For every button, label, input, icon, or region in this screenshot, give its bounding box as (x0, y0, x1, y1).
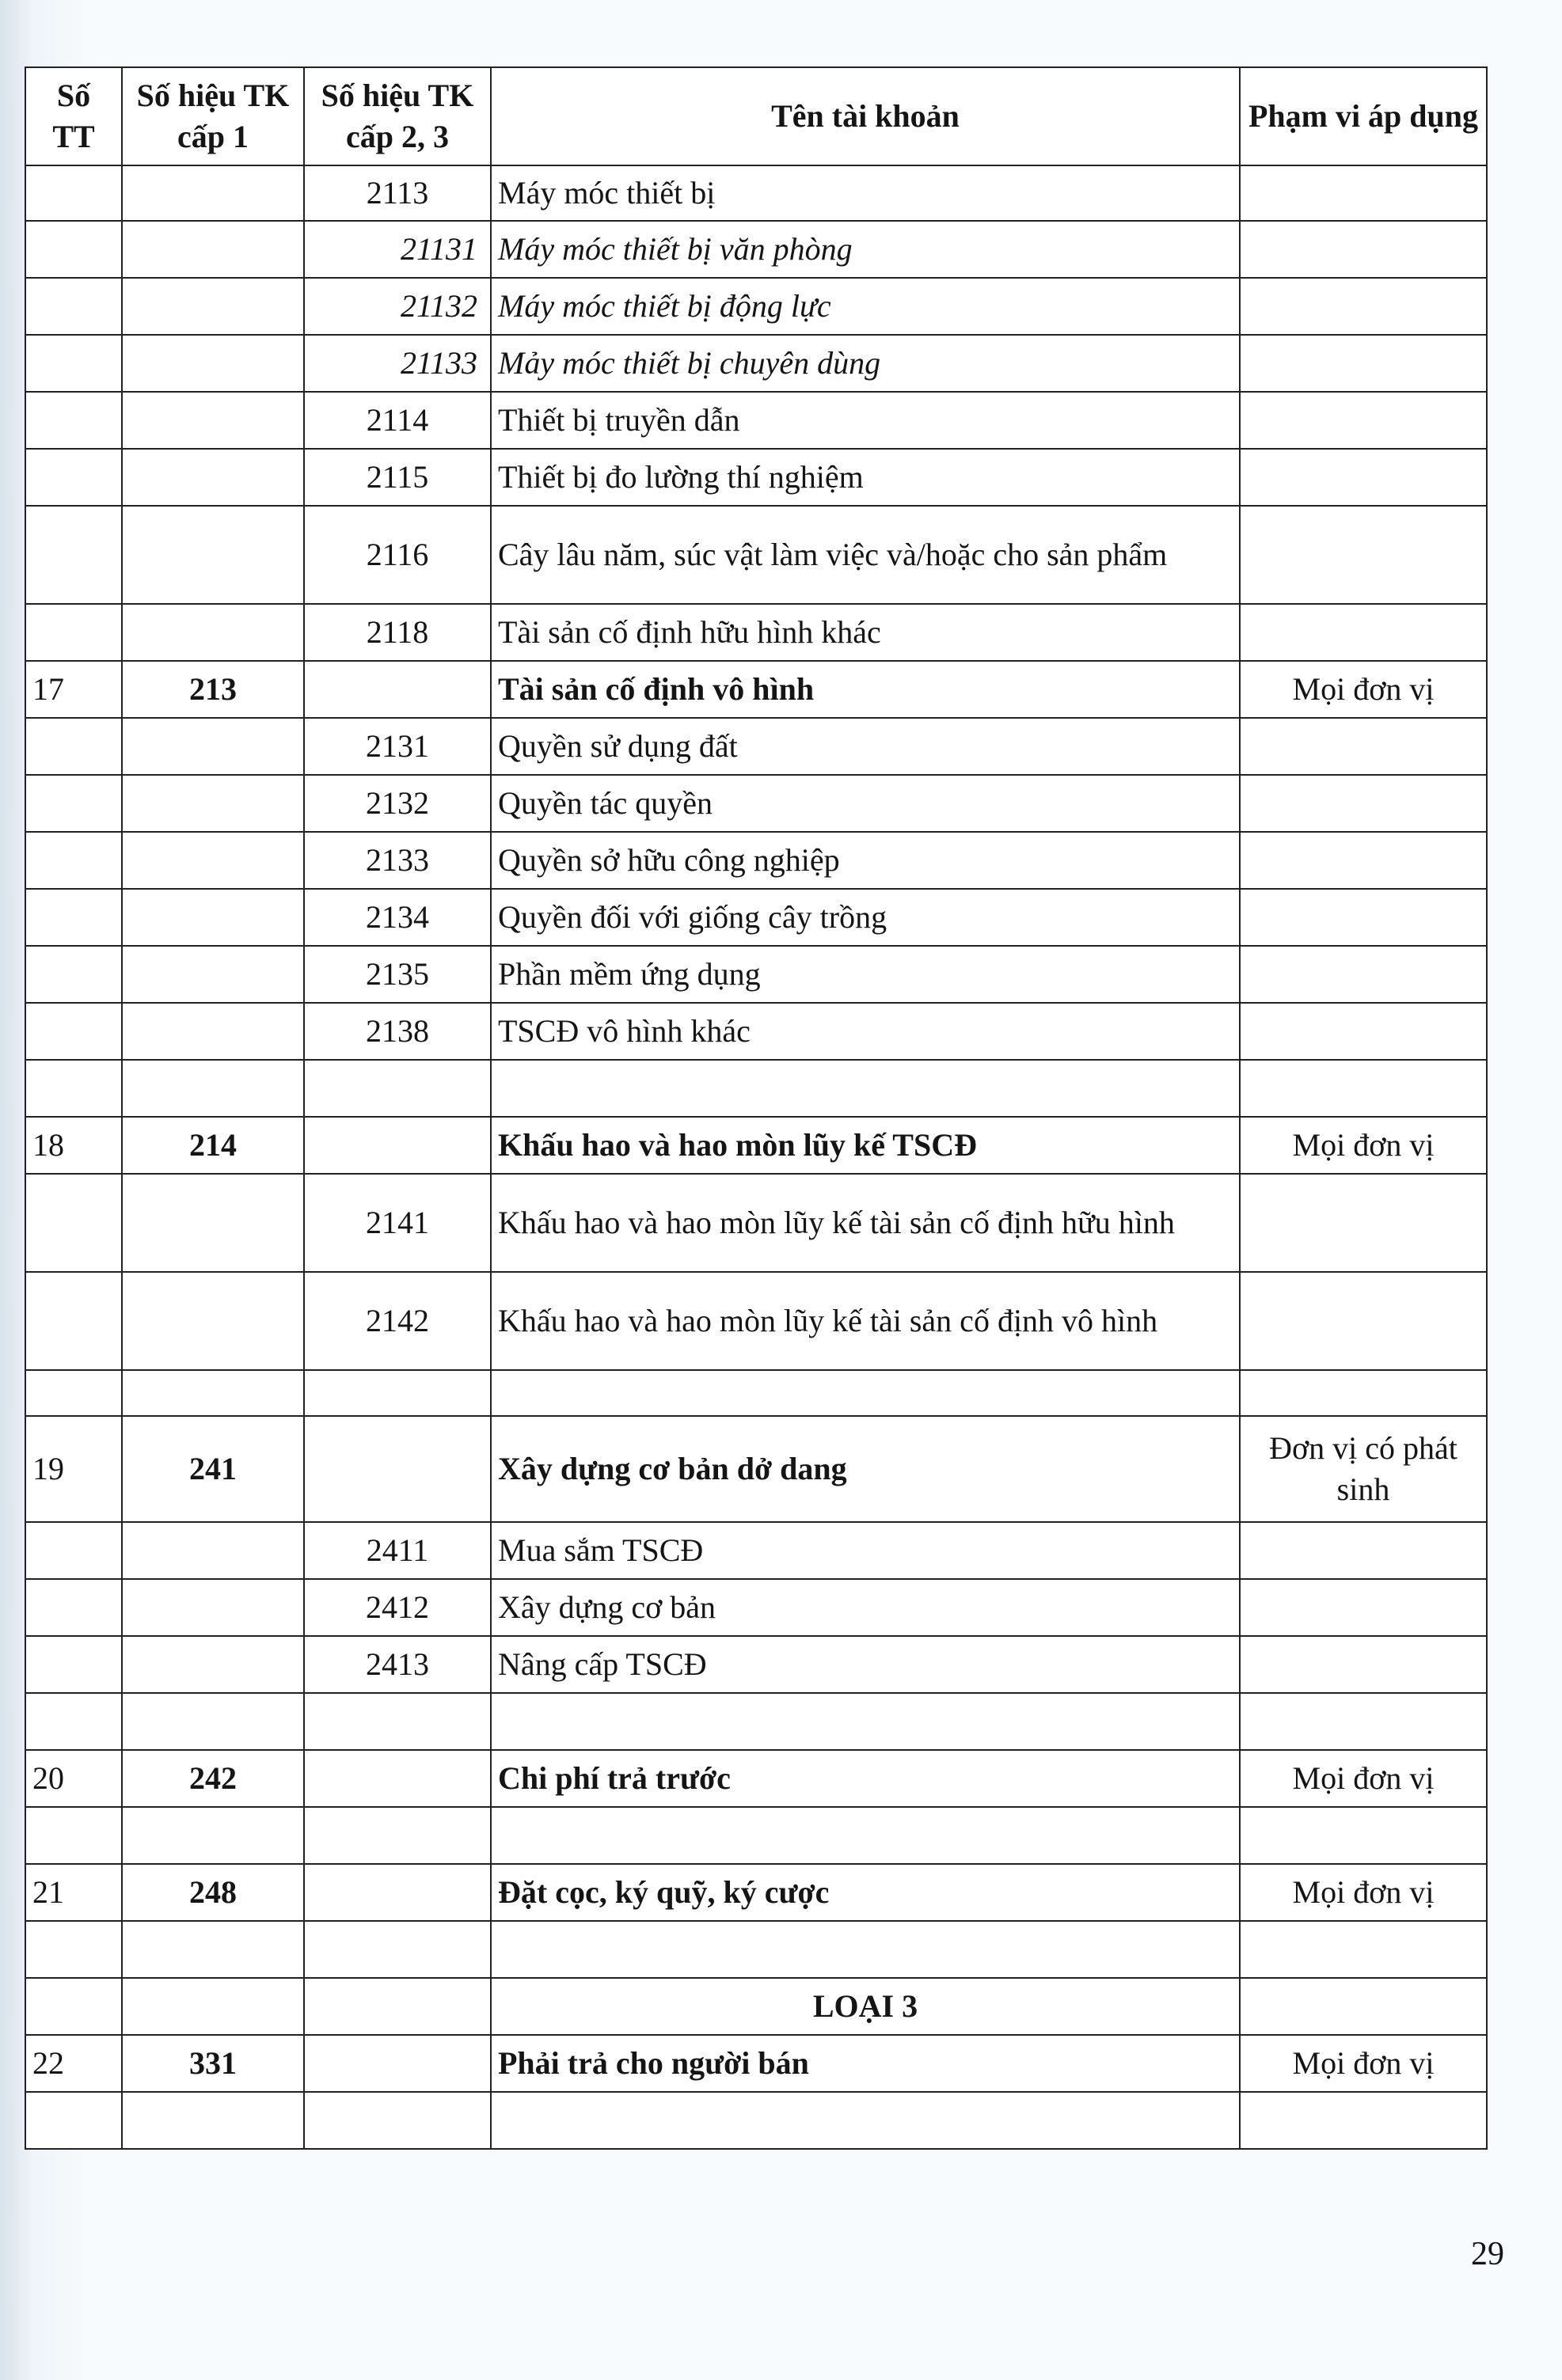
cell-pham-vi (1240, 775, 1487, 832)
cell-tk1 (122, 1272, 304, 1370)
table-row (25, 1978, 1487, 2035)
cell-stt (25, 604, 122, 661)
cell-tk1 (122, 335, 304, 392)
cell-name: Khấu hao và hao mòn lũy kế TSCĐ (491, 1117, 1240, 1174)
cell-tk1: 241 (122, 1416, 304, 1522)
table-row (25, 718, 1487, 775)
cell-name: Thiết bị truyền dẫn (491, 392, 1240, 449)
cell-pham-vi (1240, 449, 1487, 506)
cell-tk2: 21131 (304, 221, 491, 278)
cell-tk2: 2138 (304, 1003, 491, 1060)
cell-pham-vi (1240, 1272, 1487, 1370)
cell-name: Khấu hao và hao mòn lũy kế tài sản cố định vô hình (491, 1272, 1240, 1370)
cell-name (491, 1693, 1240, 1750)
cell-tk2 (304, 1921, 491, 1978)
cell-name (491, 1060, 1240, 1117)
cell-name: Máy móc thiết bị động lực (491, 278, 1240, 335)
cell-pham-vi (1240, 604, 1487, 661)
cell-tk1 (122, 2092, 304, 2149)
cell-name: Cây lâu năm, súc vật làm việc và/hoặc cho sản phẩm (491, 506, 1240, 604)
table-row (25, 1807, 1487, 1864)
cell-tk1 (122, 1579, 304, 1636)
cell-stt (25, 335, 122, 392)
cell-pham-vi (1240, 1174, 1487, 1272)
table-row (25, 1579, 1487, 1636)
cell-pham-vi (1240, 506, 1487, 604)
table-row (25, 1003, 1487, 1060)
cell-name: Quyền tác quyền (491, 775, 1240, 832)
cell-tk2: 2135 (304, 946, 491, 1003)
cell-tk1: 213 (122, 661, 304, 718)
cell-tk1 (122, 1636, 304, 1693)
cell-stt (25, 165, 122, 221)
table-row (25, 1921, 1487, 1978)
table-row (25, 1864, 1487, 1921)
chart-of-accounts-table (25, 66, 1488, 2150)
table-row (25, 604, 1487, 661)
cell-tk1 (122, 506, 304, 604)
cell-name: Quyền sở hữu công nghiệp (491, 832, 1240, 889)
cell-tk1 (122, 1978, 304, 2035)
cell-tk1: 331 (122, 2035, 304, 2092)
cell-tk1 (122, 1921, 304, 1978)
cell-pham-vi (1240, 1370, 1487, 1416)
cell-stt: 18 (25, 1117, 122, 1174)
cell-name: Xây dựng cơ bản (491, 1579, 1240, 1636)
cell-tk1 (122, 165, 304, 221)
cell-pham-vi (1240, 1579, 1487, 1636)
table-row (25, 946, 1487, 1003)
cell-stt (25, 1978, 122, 2035)
cell-stt (25, 1060, 122, 1117)
cell-pham-vi: Mọi đơn vị (1240, 1864, 1487, 1921)
cell-name: Quyền sử dụng đất (491, 718, 1240, 775)
cell-name: Máy móc thiết bị (491, 165, 1240, 221)
table-row (25, 278, 1487, 335)
cell-stt (25, 278, 122, 335)
table-row (25, 889, 1487, 946)
cell-name: Chi phí trả trước (491, 1750, 1240, 1807)
table-row (25, 392, 1487, 449)
table-row (25, 506, 1487, 604)
cell-tk2 (304, 1060, 491, 1117)
cell-name: Khấu hao và hao mòn lũy kế tài sản cố định hữu hình (491, 1174, 1240, 1272)
cell-tk1 (122, 604, 304, 661)
cell-stt (25, 449, 122, 506)
cell-name: Xây dựng cơ bản dở dang (491, 1416, 1240, 1522)
table-row (25, 165, 1487, 221)
cell-tk1 (122, 278, 304, 335)
cell-stt (25, 221, 122, 278)
cell-stt (25, 1693, 122, 1750)
cell-tk1 (122, 832, 304, 889)
table-row (25, 335, 1487, 392)
table-row (25, 775, 1487, 832)
cell-stt (25, 1272, 122, 1370)
cell-name: Nâng cấp TSCĐ (491, 1636, 1240, 1693)
cell-pham-vi (1240, 1060, 1487, 1117)
cell-tk1 (122, 1693, 304, 1750)
cell-tk2: 2132 (304, 775, 491, 832)
cell-tk1 (122, 392, 304, 449)
cell-tk2 (304, 661, 491, 718)
cell-stt: 22 (25, 2035, 122, 2092)
cell-tk1 (122, 1174, 304, 1272)
cell-pham-vi (1240, 832, 1487, 889)
cell-tk2: 2131 (304, 718, 491, 775)
cell-tk2: 21133 (304, 335, 491, 392)
cell-pham-vi (1240, 221, 1487, 278)
cell-stt (25, 718, 122, 775)
cell-stt: 20 (25, 1750, 122, 1807)
cell-tk2: 2118 (304, 604, 491, 661)
cell-tk2 (304, 1117, 491, 1174)
cell-tk1 (122, 449, 304, 506)
cell-tk1 (122, 1060, 304, 1117)
cell-tk1 (122, 221, 304, 278)
cell-pham-vi (1240, 1522, 1487, 1579)
cell-pham-vi (1240, 2092, 1487, 2149)
cell-tk1 (122, 946, 304, 1003)
cell-pham-vi (1240, 1636, 1487, 1693)
header-ten-tai-khoan: Tên tài khoản (491, 67, 1240, 165)
cell-stt (25, 1636, 122, 1693)
cell-stt (25, 1522, 122, 1579)
table-row (25, 1370, 1487, 1416)
cell-stt (25, 1579, 122, 1636)
cell-name (491, 1807, 1240, 1864)
cell-tk1: 242 (122, 1750, 304, 1807)
cell-name (491, 2092, 1240, 2149)
cell-tk1: 214 (122, 1117, 304, 1174)
cell-tk2: 2113 (304, 165, 491, 221)
table-row (25, 1117, 1487, 1174)
cell-tk1 (122, 775, 304, 832)
cell-pham-vi: Mọi đơn vị (1240, 2035, 1487, 2092)
cell-pham-vi (1240, 1003, 1487, 1060)
cell-tk2 (304, 1370, 491, 1416)
cell-stt (25, 506, 122, 604)
cell-stt (25, 392, 122, 449)
cell-tk2: 2115 (304, 449, 491, 506)
cell-name: Thiết bị đo lường thí nghiệm (491, 449, 1240, 506)
table-row (25, 1272, 1487, 1370)
table-row (25, 1522, 1487, 1579)
cell-tk2: 2142 (304, 1272, 491, 1370)
cell-tk2 (304, 2092, 491, 2149)
cell-stt: 19 (25, 1416, 122, 1522)
cell-pham-vi (1240, 1978, 1487, 2035)
cell-tk2 (304, 2035, 491, 2092)
cell-tk2: 2411 (304, 1522, 491, 1579)
table-row (25, 2092, 1487, 2149)
cell-stt (25, 2092, 122, 2149)
cell-stt (25, 1370, 122, 1416)
cell-tk2 (304, 1807, 491, 1864)
cell-pham-vi (1240, 1693, 1487, 1750)
cell-stt: 21 (25, 1864, 122, 1921)
cell-pham-vi: Mọi đơn vị (1240, 1117, 1487, 1174)
cell-pham-vi (1240, 278, 1487, 335)
cell-tk2: 2413 (304, 1636, 491, 1693)
cell-tk1: 248 (122, 1864, 304, 1921)
cell-tk2: 21132 (304, 278, 491, 335)
cell-stt (25, 1174, 122, 1272)
section-heading-loai-3: LOẠI 3 (491, 1978, 1240, 2035)
table-row (25, 221, 1487, 278)
cell-pham-vi (1240, 718, 1487, 775)
cell-tk2 (304, 1864, 491, 1921)
cell-stt (25, 832, 122, 889)
cell-tk2: 2114 (304, 392, 491, 449)
table-row (25, 1060, 1487, 1117)
table-row (25, 661, 1487, 718)
cell-pham-vi (1240, 335, 1487, 392)
table-row (25, 2035, 1487, 2092)
cell-tk1 (122, 1807, 304, 1864)
cell-tk1 (122, 1522, 304, 1579)
cell-pham-vi: Đơn vị có phát sinh (1240, 1416, 1487, 1522)
cell-tk2: 2134 (304, 889, 491, 946)
cell-name: Quyền đối với giống cây trồng (491, 889, 1240, 946)
page-number: 29 (1471, 2236, 1504, 2272)
table-row (25, 1693, 1487, 1750)
cell-pham-vi (1240, 946, 1487, 1003)
cell-stt: 17 (25, 661, 122, 718)
cell-stt (25, 1003, 122, 1060)
table-row (25, 832, 1487, 889)
cell-pham-vi (1240, 392, 1487, 449)
cell-name: Mua sắm TSCĐ (491, 1522, 1240, 1579)
table-row (25, 1174, 1487, 1272)
header-tk-cap-1: Số hiệu TK cấp 1 (122, 67, 304, 165)
header-row (25, 67, 1487, 165)
cell-tk2 (304, 1978, 491, 2035)
cell-name: Máy móc thiết bị văn phòng (491, 221, 1240, 278)
table-row (25, 449, 1487, 506)
cell-tk2: 2116 (304, 506, 491, 604)
cell-name: Tài sản cố định vô hình (491, 661, 1240, 718)
cell-tk2 (304, 1416, 491, 1522)
cell-tk2: 2412 (304, 1579, 491, 1636)
table-row (25, 1750, 1487, 1807)
cell-name: Mảy móc thiết bị chuyên dùng (491, 335, 1240, 392)
cell-name (491, 1921, 1240, 1978)
cell-stt (25, 889, 122, 946)
header-stt: Số TT (25, 67, 122, 165)
cell-name: Tài sản cố định hữu hình khác (491, 604, 1240, 661)
cell-name: Đặt cọc, ký quỹ, ký cược (491, 1864, 1240, 1921)
cell-pham-vi (1240, 889, 1487, 946)
cell-tk2 (304, 1750, 491, 1807)
cell-name: Phải trả cho người bán (491, 2035, 1240, 2092)
cell-name: Phần mềm ứng dụng (491, 946, 1240, 1003)
cell-tk1 (122, 718, 304, 775)
cell-stt (25, 1921, 122, 1978)
cell-stt (25, 1807, 122, 1864)
cell-pham-vi (1240, 1807, 1487, 1864)
cell-tk1 (122, 889, 304, 946)
cell-stt (25, 775, 122, 832)
header-tk-cap-2-3: Số hiệu TK cấp 2, 3 (304, 67, 491, 165)
cell-pham-vi: Mọi đơn vị (1240, 1750, 1487, 1807)
cell-pham-vi (1240, 1921, 1487, 1978)
cell-pham-vi: Mọi đơn vị (1240, 661, 1487, 718)
header-pham-vi: Phạm vi áp dụng (1240, 67, 1487, 165)
cell-tk2 (304, 1693, 491, 1750)
cell-tk1 (122, 1003, 304, 1060)
cell-tk2: 2141 (304, 1174, 491, 1272)
cell-tk2: 2133 (304, 832, 491, 889)
cell-stt (25, 946, 122, 1003)
cell-tk1 (122, 1370, 304, 1416)
cell-name: TSCĐ vô hình khác (491, 1003, 1240, 1060)
cell-pham-vi (1240, 165, 1487, 221)
table-row (25, 1416, 1487, 1522)
cell-name (491, 1370, 1240, 1416)
table-row (25, 1636, 1487, 1693)
